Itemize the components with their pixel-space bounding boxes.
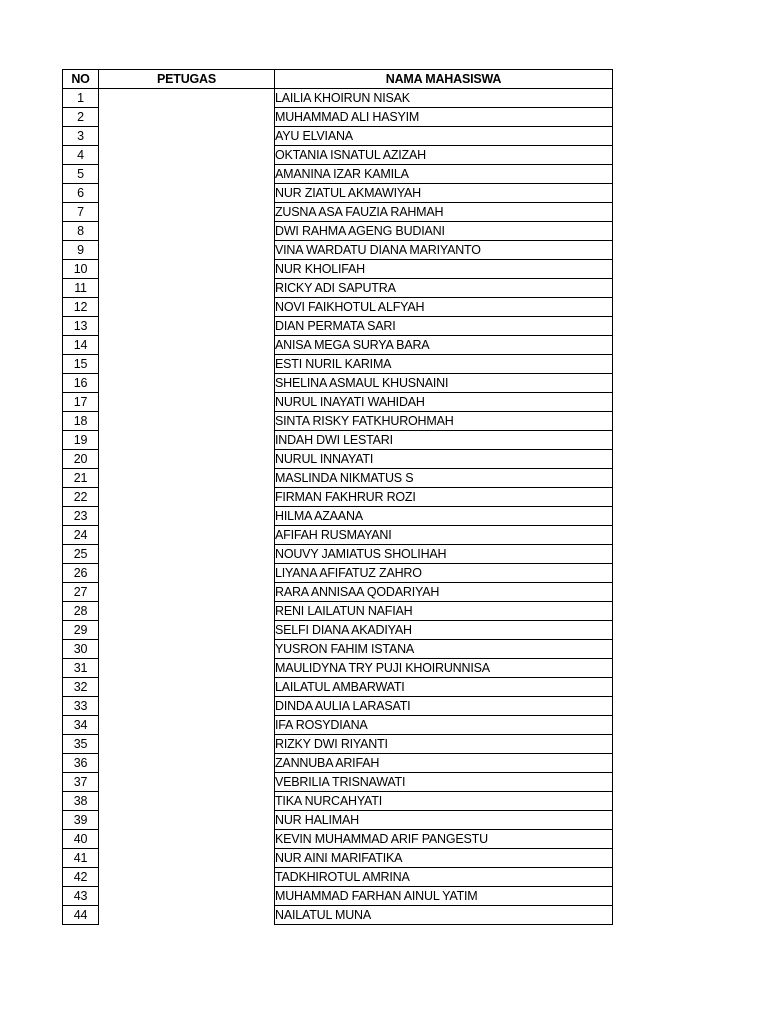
petugas-cell [99, 241, 275, 260]
petugas-cell [99, 355, 275, 374]
student-name-cell: ZUSNA ASA FAUZIA RAHMAH [275, 203, 613, 222]
row-number-cell: 26 [63, 564, 99, 583]
petugas-cell [99, 773, 275, 792]
row-number-cell: 30 [63, 640, 99, 659]
student-name-cell: SHELINA ASMAUL KHUSNAINI [275, 374, 613, 393]
student-name-cell: OKTANIA ISNATUL AZIZAH [275, 146, 613, 165]
header-no: NO [63, 70, 99, 89]
row-number-cell: 6 [63, 184, 99, 203]
petugas-cell [99, 811, 275, 830]
row-number-cell: 23 [63, 507, 99, 526]
student-name-cell: RIZKY DWI RIYANTI [275, 735, 613, 754]
student-name-cell: SINTA RISKY FATKHUROHMAH [275, 412, 613, 431]
student-name-cell: MUHAMMAD FARHAN AINUL YATIM [275, 887, 613, 906]
petugas-cell [99, 412, 275, 431]
petugas-cell [99, 849, 275, 868]
student-name-cell: ANISA MEGA SURYA BARA [275, 336, 613, 355]
row-number-cell: 10 [63, 260, 99, 279]
petugas-cell [99, 868, 275, 887]
row-number-cell: 18 [63, 412, 99, 431]
table-row [63, 507, 613, 526]
table-row [63, 526, 613, 545]
petugas-cell [99, 222, 275, 241]
student-name-cell: INDAH DWI LESTARI [275, 431, 613, 450]
header-petugas: PETUGAS [99, 70, 275, 89]
student-name-cell: MUHAMMAD ALI HASYIM [275, 108, 613, 127]
row-number-cell: 44 [63, 906, 99, 925]
table-row [63, 488, 613, 507]
petugas-cell [99, 526, 275, 545]
petugas-cell [99, 754, 275, 773]
student-name-cell: IFA ROSYDIANA [275, 716, 613, 735]
petugas-cell [99, 640, 275, 659]
table-row [63, 469, 613, 488]
row-number-cell: 20 [63, 450, 99, 469]
student-name-cell: NOUVY JAMIATUS SHOLIHAH [275, 545, 613, 564]
row-number-cell: 1 [63, 89, 99, 108]
student-name-cell: NUR HALIMAH [275, 811, 613, 830]
student-name-cell: LIYANA AFIFATUZ ZAHRO [275, 564, 613, 583]
student-name-cell: LAILATUL AMBARWATI [275, 678, 613, 697]
table-row [63, 545, 613, 564]
row-number-cell: 3 [63, 127, 99, 146]
table-row [63, 355, 613, 374]
table-row [63, 754, 613, 773]
row-number-cell: 22 [63, 488, 99, 507]
table-row [63, 431, 613, 450]
table-row [63, 260, 613, 279]
student-name-cell: ZANNUBA ARIFAH [275, 754, 613, 773]
table-row [63, 317, 613, 336]
student-name-cell: TADKHIROTUL AMRINA [275, 868, 613, 887]
row-number-cell: 39 [63, 811, 99, 830]
table-row [63, 678, 613, 697]
row-number-cell: 34 [63, 716, 99, 735]
row-number-cell: 27 [63, 583, 99, 602]
header-nama-mahasiswa: NAMA MAHASISWA [275, 70, 613, 89]
petugas-cell [99, 735, 275, 754]
petugas-cell [99, 336, 275, 355]
student-name-cell: KEVIN MUHAMMAD ARIF PANGESTU [275, 830, 613, 849]
table-row [63, 374, 613, 393]
row-number-cell: 43 [63, 887, 99, 906]
petugas-cell [99, 659, 275, 678]
petugas-cell [99, 792, 275, 811]
row-number-cell: 21 [63, 469, 99, 488]
petugas-cell [99, 906, 275, 925]
petugas-cell [99, 716, 275, 735]
student-name-cell: NOVI FAIKHOTUL ALFYAH [275, 298, 613, 317]
student-name-cell: RARA ANNISAA QODARIYAH [275, 583, 613, 602]
row-number-cell: 13 [63, 317, 99, 336]
student-name-cell: NAILATUL MUNA [275, 906, 613, 925]
table-row [63, 602, 613, 621]
petugas-cell [99, 697, 275, 716]
table-row [63, 393, 613, 412]
row-number-cell: 31 [63, 659, 99, 678]
table-row [63, 412, 613, 431]
petugas-cell [99, 279, 275, 298]
table-row [63, 735, 613, 754]
student-roster-table [62, 69, 613, 925]
student-name-cell: YUSRON FAHIM ISTANA [275, 640, 613, 659]
table-row [63, 811, 613, 830]
row-number-cell: 7 [63, 203, 99, 222]
petugas-cell [99, 393, 275, 412]
row-number-cell: 35 [63, 735, 99, 754]
petugas-cell [99, 108, 275, 127]
student-name-cell: LAILIA KHOIRUN NISAK [275, 89, 613, 108]
petugas-cell [99, 678, 275, 697]
row-number-cell: 2 [63, 108, 99, 127]
table-row [63, 773, 613, 792]
student-name-cell: NURUL INNAYATI [275, 450, 613, 469]
petugas-cell [99, 317, 275, 336]
table-row [63, 583, 613, 602]
student-name-cell: RENI LAILATUN NAFIAH [275, 602, 613, 621]
petugas-cell [99, 545, 275, 564]
student-name-cell: RICKY ADI SAPUTRA [275, 279, 613, 298]
petugas-cell [99, 127, 275, 146]
petugas-cell [99, 165, 275, 184]
row-number-cell: 38 [63, 792, 99, 811]
table-row [63, 184, 613, 203]
petugas-cell [99, 298, 275, 317]
student-name-cell: AMANINA IZAR KAMILA [275, 165, 613, 184]
petugas-cell [99, 621, 275, 640]
petugas-cell [99, 89, 275, 108]
row-number-cell: 40 [63, 830, 99, 849]
row-number-cell: 12 [63, 298, 99, 317]
student-name-cell: AFIFAH RUSMAYANI [275, 526, 613, 545]
row-number-cell: 5 [63, 165, 99, 184]
table-row [63, 887, 613, 906]
table-row [63, 298, 613, 317]
row-number-cell: 36 [63, 754, 99, 773]
table-row [63, 165, 613, 184]
table-row [63, 127, 613, 146]
row-number-cell: 9 [63, 241, 99, 260]
table-row [63, 279, 613, 298]
row-number-cell: 41 [63, 849, 99, 868]
petugas-cell [99, 374, 275, 393]
student-name-cell: AYU ELVIANA [275, 127, 613, 146]
table-row [63, 564, 613, 583]
student-name-cell: NURUL INAYATI WAHIDAH [275, 393, 613, 412]
row-number-cell: 17 [63, 393, 99, 412]
petugas-cell [99, 507, 275, 526]
student-name-cell: SELFI DIANA AKADIYAH [275, 621, 613, 640]
student-name-cell: MASLINDA NIKMATUS S [275, 469, 613, 488]
student-roster-sheet [62, 69, 613, 925]
table-row [63, 146, 613, 165]
row-number-cell: 29 [63, 621, 99, 640]
row-number-cell: 24 [63, 526, 99, 545]
row-number-cell: 14 [63, 336, 99, 355]
row-number-cell: 42 [63, 868, 99, 887]
table-row [63, 89, 613, 108]
table-row [63, 716, 613, 735]
table-row [63, 659, 613, 678]
table-row [63, 868, 613, 887]
petugas-cell [99, 488, 275, 507]
table-row [63, 849, 613, 868]
petugas-cell [99, 830, 275, 849]
table-row [63, 222, 613, 241]
table-row [63, 108, 613, 127]
row-number-cell: 32 [63, 678, 99, 697]
header-row [63, 70, 613, 89]
petugas-cell [99, 583, 275, 602]
petugas-cell [99, 260, 275, 279]
student-name-cell: FIRMAN FAKHRUR ROZI [275, 488, 613, 507]
student-name-cell: DWI RAHMA AGENG BUDIANI [275, 222, 613, 241]
table-row [63, 830, 613, 849]
petugas-cell [99, 887, 275, 906]
student-name-cell: VINA WARDATU DIANA MARIYANTO [275, 241, 613, 260]
student-name-cell: MAULIDYNA TRY PUJI KHOIRUNNISA [275, 659, 613, 678]
table-row [63, 906, 613, 925]
row-number-cell: 28 [63, 602, 99, 621]
student-name-cell: VEBRILIA TRISNAWATI [275, 773, 613, 792]
row-number-cell: 15 [63, 355, 99, 374]
row-number-cell: 19 [63, 431, 99, 450]
petugas-cell [99, 203, 275, 222]
table-row [63, 697, 613, 716]
petugas-cell [99, 431, 275, 450]
table-row [63, 621, 613, 640]
table-body [63, 89, 613, 925]
row-number-cell: 8 [63, 222, 99, 241]
row-number-cell: 16 [63, 374, 99, 393]
student-name-cell: NUR ZIATUL AKMAWIYAH [275, 184, 613, 203]
student-name-cell: NUR AINI MARIFATIKA [275, 849, 613, 868]
row-number-cell: 37 [63, 773, 99, 792]
row-number-cell: 11 [63, 279, 99, 298]
petugas-cell [99, 146, 275, 165]
petugas-cell [99, 602, 275, 621]
table-row [63, 450, 613, 469]
petugas-cell [99, 564, 275, 583]
student-name-cell: NUR KHOLIFAH [275, 260, 613, 279]
student-name-cell: HILMA AZAANA [275, 507, 613, 526]
petugas-cell [99, 469, 275, 488]
row-number-cell: 4 [63, 146, 99, 165]
table-row [63, 203, 613, 222]
student-name-cell: DIAN PERMATA SARI [275, 317, 613, 336]
student-name-cell: DINDA AULIA LARASATI [275, 697, 613, 716]
student-name-cell: TIKA NURCAHYATI [275, 792, 613, 811]
petugas-cell [99, 450, 275, 469]
table-row [63, 336, 613, 355]
student-name-cell: ESTI NURIL KARIMA [275, 355, 613, 374]
petugas-cell [99, 184, 275, 203]
table-header [63, 70, 613, 89]
table-row [63, 792, 613, 811]
table-row [63, 640, 613, 659]
row-number-cell: 33 [63, 697, 99, 716]
table-row [63, 241, 613, 260]
row-number-cell: 25 [63, 545, 99, 564]
